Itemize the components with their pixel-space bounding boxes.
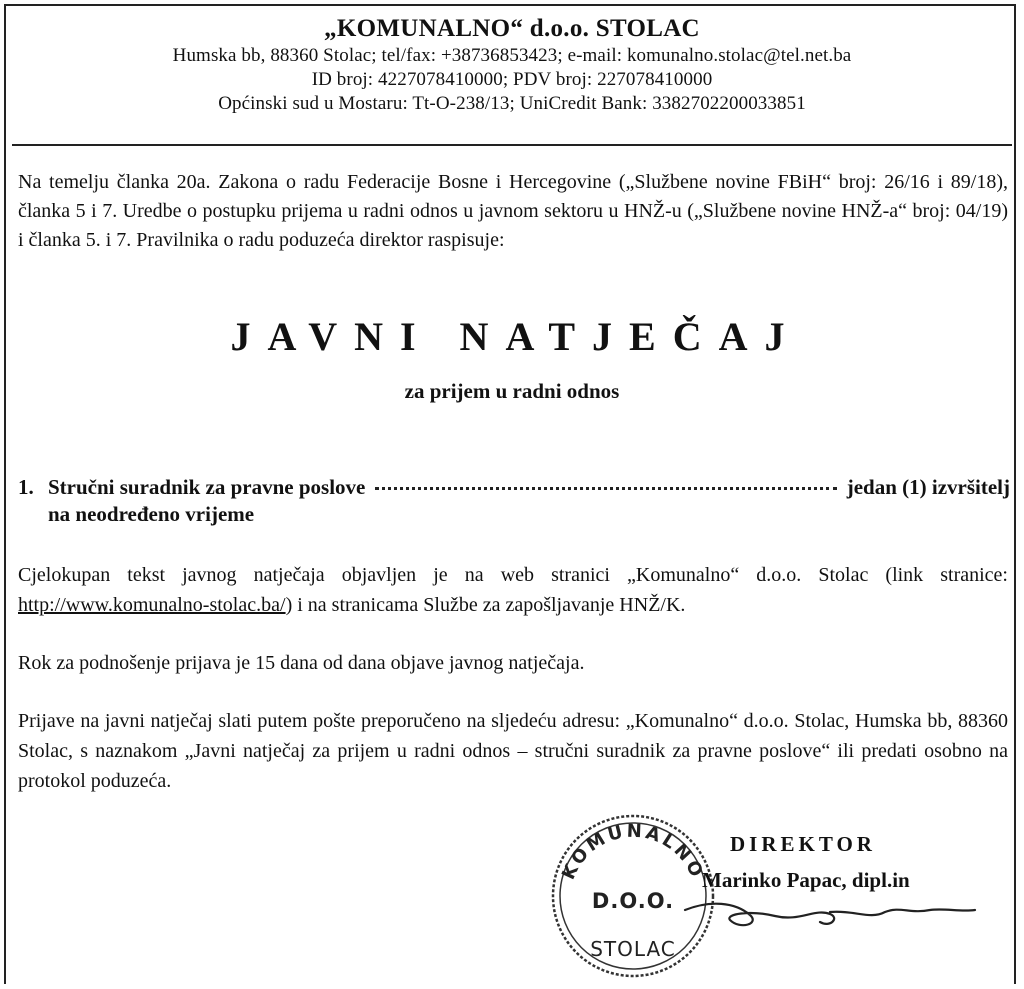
stamp-top-text: KOMUNALNO bbox=[557, 820, 709, 883]
signature-block bbox=[690, 826, 1010, 898]
court-line: Općinski sud u Mostaru: Tt-O-238/13; UniCredit Bank: 3382702200033851 bbox=[218, 93, 806, 114]
dot-leader bbox=[375, 487, 836, 490]
company-name: „KOMUNALNO“ d.o.o. STOLAC bbox=[324, 15, 700, 42]
stamp-bottom-text: STOLAC bbox=[590, 937, 676, 961]
publication-text-after: ) i na stranicama Službe za zapošljavanje HNŽ/K. bbox=[285, 594, 686, 616]
address-line: Humska bb, 88360 Stolac; tel/fax: +38736853423; e-mail: komunalno.stolac@tel.net.ba bbox=[172, 45, 852, 66]
position-item bbox=[18, 474, 1010, 501]
stamp-middle-text: D.O.O. bbox=[591, 889, 675, 913]
director-name: Marinko Papac, dipl.in bbox=[702, 868, 910, 892]
document-title: JAVNI NATJEČAJ bbox=[230, 314, 802, 359]
submission-paragraph: Prijave na javni natječaj slati putem pošte preporučeno na sljedeću adresu: „Komunalno“ d.o.o. Stolac, Humska bb, 88360 Stolac, s naznakom „Javni natječaj za prijem u radni odnos – stručni suradnik za pravne poslove“ ili predati osobno na protokol poduzeća. bbox=[18, 710, 1008, 792]
header-divider bbox=[12, 144, 1012, 146]
publication-paragraph bbox=[18, 560, 1008, 620]
document-subtitle: za prijem u radni odnos bbox=[404, 379, 620, 403]
position-title: Stručni suradnik za pravne poslove bbox=[48, 475, 366, 499]
position-count: jedan (1) izvršitelj bbox=[846, 475, 1010, 499]
position-number: 1. bbox=[18, 475, 34, 499]
deadline-paragraph: Rok za podnošenje prijava je 15 dana od dana objave javnog natječaja. bbox=[18, 652, 585, 674]
id-line: ID broj: 4227078410000; PDV broj: 227078410000 bbox=[311, 69, 713, 90]
publication-text-before: Cjelokupan tekst javnog natječaja objavljen je na web stranici „Komunalno“ d.o.o. Stolac (link stranice: bbox=[18, 564, 1008, 586]
handwritten-signature bbox=[680, 890, 980, 940]
intro-paragraph: Na temelju članka 20a. Zakona o radu Federacije Bosne i Hercegovine („Službene novine FBiH“ broj: 26/16 i 89/18), članka 5 i 7. Uredbe o postupku prijema u radni odnos u javnom sektoru u HNŽ-u („Službene novine HNŽ-a“ broj: 04/19) i članka 5. i 7. Pravilnika o radu poduzeća direktor raspisuje: bbox=[18, 171, 1008, 251]
website-link[interactable]: http://www.komunalno-stolac.ba/ bbox=[18, 594, 286, 616]
position-term: na neodređeno vrijeme bbox=[48, 502, 255, 526]
svg-text:KOMUNALNO bbox=[558, 821, 708, 883]
director-title: DIREKTOR bbox=[730, 832, 876, 856]
letterhead bbox=[0, 14, 1024, 116]
